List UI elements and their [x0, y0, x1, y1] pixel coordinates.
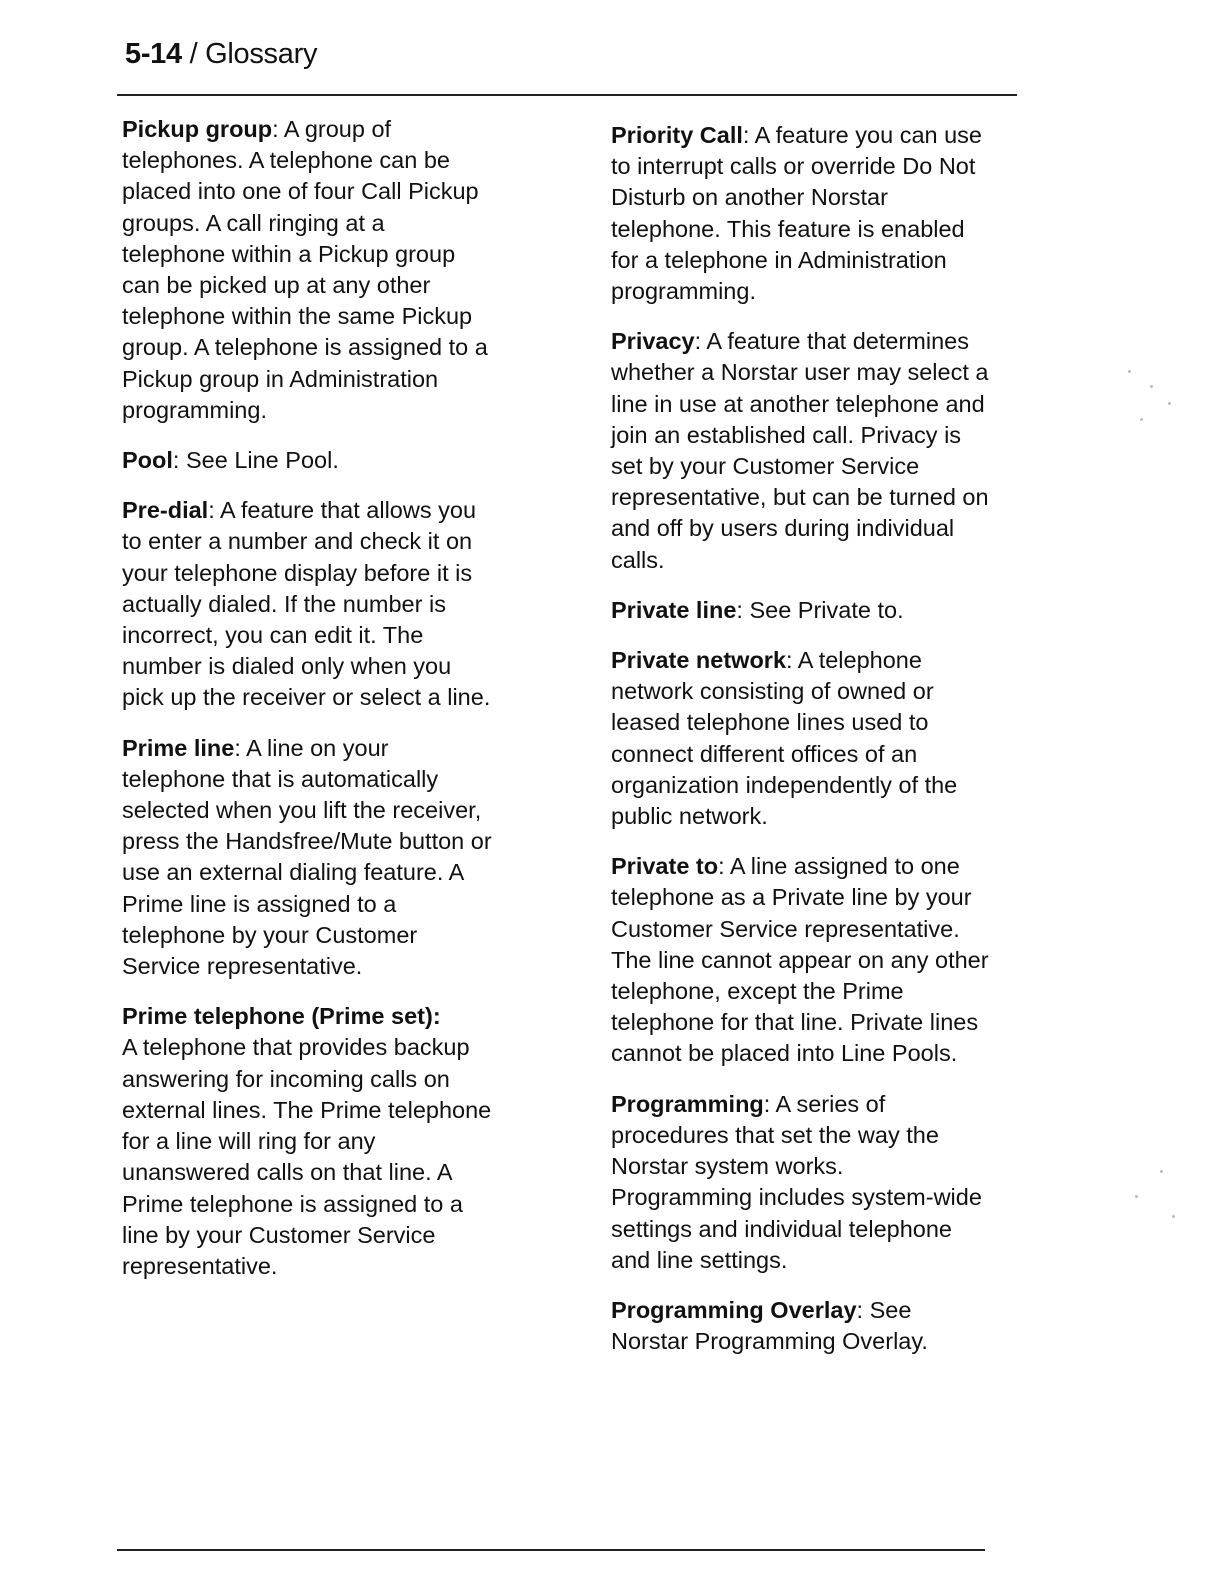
glossary-definition: See Line Pool.: [185, 447, 339, 474]
term-separator: :: [736, 596, 750, 623]
glossary-entry-pickup-group: [122, 114, 494, 426]
term-separator: :: [856, 1296, 870, 1323]
glossary-definition: A line assigned to one telephone as a Private line by your Customer Service representative. The line cannot appear on any other telephone, except the Prime telephone for that line. Private lines cannot be placed into Line Pools.: [611, 853, 989, 1067]
glossary-term: Programming Overlay: [611, 1296, 857, 1323]
term-separator: :: [694, 328, 707, 355]
glossary-term: Prime telephone (Prime set): [122, 1003, 433, 1030]
glossary-definition: A feature that allows you to enter a number and check it on your telephone display before it is actually dialed. If the number is incorrect, you can edit it. The number is dialed only when you pick up the receiver or select a line.: [122, 497, 491, 711]
glossary-definition: A telephone that provides backup answering for incoming calls on external lines. The Prime telephone for a line will ring for any unanswered calls on that line. A Prime telephone is assigned to a line by your Customer Service representative.: [122, 1034, 492, 1279]
scan-speck: [1168, 402, 1171, 405]
glossary-definition: A line on your telephone that is automatically selected when you lift the receiver, press the Handsfree/Mute button or use an external dialing feature. A Prime line is assigned to a telephone by your Customer Service representative.: [122, 734, 492, 980]
glossary-entry-prime-telephone: [122, 1001, 494, 1282]
glossary-term: Programming: [611, 1090, 764, 1117]
term-separator: :: [172, 447, 186, 474]
term-separator: :: [786, 647, 798, 674]
glossary-term: Private line: [611, 596, 737, 623]
scan-speck: [1140, 418, 1143, 421]
scan-speck: [1135, 1195, 1138, 1198]
left-column: [122, 114, 494, 1301]
glossary-term: Priority Call: [611, 122, 743, 148]
glossary-term: Private network: [611, 647, 787, 674]
glossary-definition: A group of telephones. A telephone can be placed into one of four Call Pickup groups. A call ringing at a telephone within a Pickup group can be picked up at any other telephone within the same Pickup group. A telephone is assigned to a Pickup group in Administration programming.: [122, 116, 488, 423]
right-column: [611, 120, 989, 1376]
scan-speck: [1128, 370, 1131, 373]
glossary-definition: A feature that determines whether a Norstar user may select a line in use at another telephone and join an established call. Privacy is set by your Customer Service representative, but can be turned on and off by users during individual calls.: [611, 328, 989, 573]
glossary-entry-private-to: [611, 851, 989, 1069]
term-separator: :: [234, 734, 247, 761]
section-title: Glossary: [205, 38, 318, 70]
glossary-entry-private-line: [611, 595, 989, 626]
glossary-entry-programming-overlay: [611, 1295, 989, 1357]
scan-speck: [1150, 385, 1153, 388]
glossary-definition: See Private to.: [749, 596, 904, 623]
glossary-entry-pool: [122, 445, 494, 476]
glossary-definition: A feature you can use to interrupt calls or override Do Not Disturb on another Norstar telephone. This feature is enabled for a telephone in Administration programming.: [611, 122, 982, 305]
footer-rule: [117, 1549, 985, 1551]
glossary-term: Private to: [611, 853, 719, 880]
glossary-term: Prime line: [122, 734, 235, 761]
glossary-term: Privacy: [611, 328, 695, 355]
glossary-term: Pre-dial: [122, 497, 209, 524]
scan-speck: [1172, 1215, 1175, 1218]
header-rule: [117, 94, 1017, 96]
glossary-definition: A telephone network consisting of owned or leased telephone lines used to connect different offices of an organization independently of the public network.: [611, 647, 958, 830]
header-separator: /: [181, 38, 206, 70]
glossary-term: Pickup group: [122, 116, 273, 142]
glossary-entry-privacy: [611, 326, 989, 576]
term-separator: :: [432, 1003, 441, 1030]
term-separator: :: [208, 497, 220, 524]
term-separator: :: [272, 116, 284, 142]
term-separator: :: [763, 1090, 776, 1117]
scan-speck: [1160, 1170, 1163, 1173]
term-separator: :: [742, 122, 755, 148]
glossary-entry-private-network: [611, 645, 989, 832]
term-separator: :: [718, 853, 730, 880]
glossary-definition: A series of procedures that set the way the Norstar system works. Programming includes system-wide settings and individual telephone and line settings.: [611, 1090, 982, 1273]
glossary-entry-priority-call: [611, 120, 989, 307]
page-number: 5-14: [125, 38, 182, 70]
glossary-entry-pre-dial: [122, 495, 494, 713]
glossary-term: Pool: [122, 447, 173, 474]
glossary-entry-prime-line: [122, 733, 494, 983]
glossary-entry-programming: [611, 1089, 989, 1276]
glossary-definition: See Norstar Programming Overlay.: [611, 1296, 928, 1355]
page-header: [125, 38, 317, 71]
